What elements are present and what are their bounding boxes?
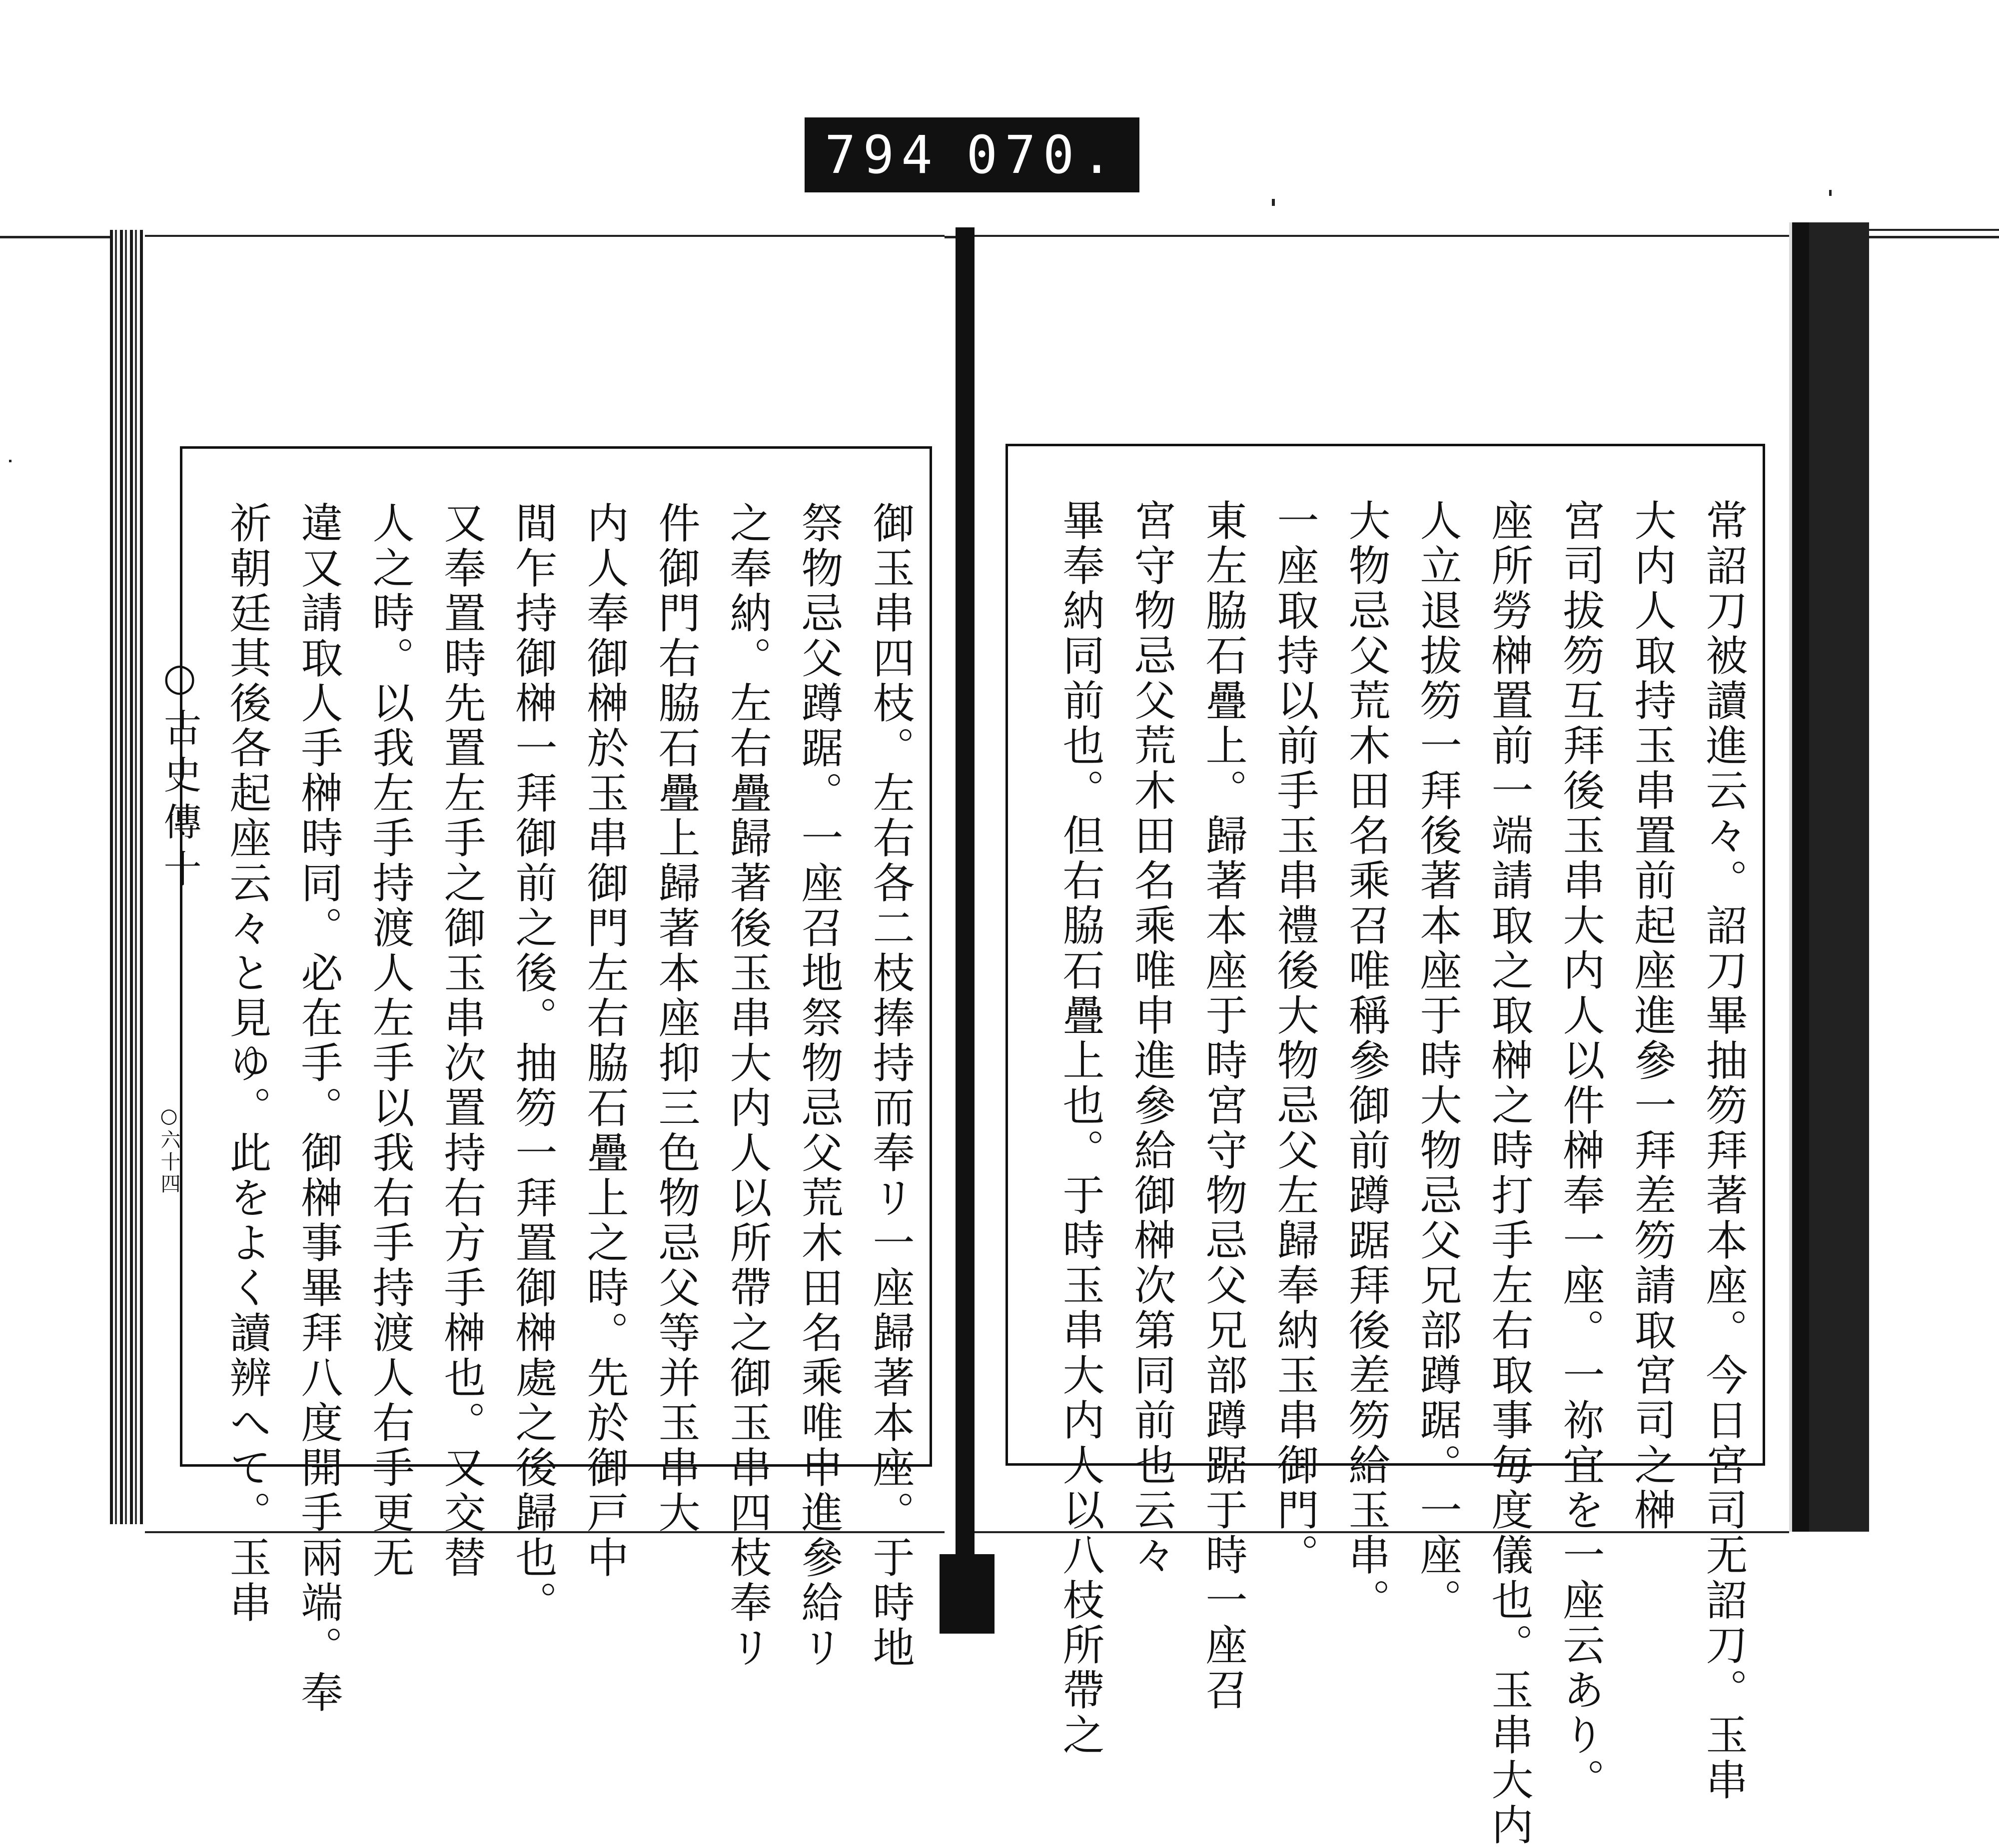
right-text-panel <box>1005 444 1765 1848</box>
text-column: 件御門右脇石疊上歸著本座抑三色物忌父等并玉串大 <box>652 501 701 1536</box>
text-column: 之奉納。左右疊歸著後玉串大内人以所帶之御玉串四枝奉リ <box>723 501 772 1671</box>
scan-speck <box>1272 199 1275 206</box>
text-column: 間乍持御榊一拜御前之後。抽笏一拜置御榊處之後歸也。 <box>509 501 558 1626</box>
running-title: ○古史傳十 <box>157 655 202 896</box>
scan-speck <box>1829 190 1832 196</box>
text-column: 宮守物忌父荒木田名乘唯申進參給御榊次第同前也云々 <box>1127 499 1176 1578</box>
film-label-right: 070. <box>966 124 1119 185</box>
text-column: 祈朝廷其後各起座云々と見ゆ。此をよく讀辨へて。玉串 <box>223 501 272 1626</box>
text-column: 座所勞榊置前一端請取之取榊之時打手左右取事毎度儀也。玉串大内 <box>1485 499 1534 1848</box>
book-gutter <box>956 227 975 1632</box>
text-column: 宮司拔笏互拜後玉串大内人以件榊奉一座。一祢宜を一座云あり。 <box>1556 499 1605 1803</box>
text-column: 大物忌父荒木田名乘召唯稱參御前蹲踞拜後差笏給玉串。 <box>1342 499 1391 1623</box>
right-page-stack <box>1789 222 1869 1532</box>
text-column: 一座取持以前手玉串禮後大物忌父左歸奉納玉串御門。 <box>1270 499 1319 1578</box>
text-column: 畢奉納同前也。但右脇石疊上也。于時玉串大内人以八枝所帶之 <box>1056 499 1105 1758</box>
text-column: 東左脇石疊上。歸著本座于時宮守物忌父兄部蹲踞于時一座召 <box>1199 499 1248 1713</box>
text-column: 又奉置時先置左手之御玉串次置持右方手榊也。又交替 <box>437 501 486 1581</box>
text-column: 御玉串四枝。左右各二枝捧持而奉リ一座歸著本座。于時地 <box>866 501 915 1671</box>
scan-speck <box>9 460 11 462</box>
page-number: ○六十四 <box>157 1104 180 1195</box>
left-text-panel <box>180 446 932 1716</box>
film-label-left: 794 <box>825 124 940 185</box>
text-column: 内人奉御榊於玉串御門左右脇石疊上之時。先於御戸中 <box>580 501 629 1581</box>
text-column: 祭物忌父蹲踞。一座召地祭物忌父荒木田名乘唯申進參給リ <box>795 501 844 1671</box>
text-column: 人立退拔笏一拜後著本座于時大物忌父兄部蹲踞。一座。 <box>1413 499 1462 1623</box>
text-column: 常詔刀被讀進云々。詔刀畢抽笏拜著本座。今日宮司无詔刀。玉串 <box>1699 499 1748 1803</box>
gutter-clip <box>940 1554 995 1634</box>
right-edge-rule <box>1869 229 1999 231</box>
left-page-stack <box>110 230 145 1524</box>
film-frame-label <box>805 117 1139 192</box>
text-column: 大内人取持玉串置前起座進參一拜差笏請取宮司之榊 <box>1628 499 1677 1533</box>
text-column: 違又請取人手榊時同。必在手。御榊事畢拜八度開手兩端。奉 <box>294 501 343 1716</box>
text-column: 人之時。以我左手持渡人左手以我右手持渡人右手更无 <box>366 501 415 1581</box>
